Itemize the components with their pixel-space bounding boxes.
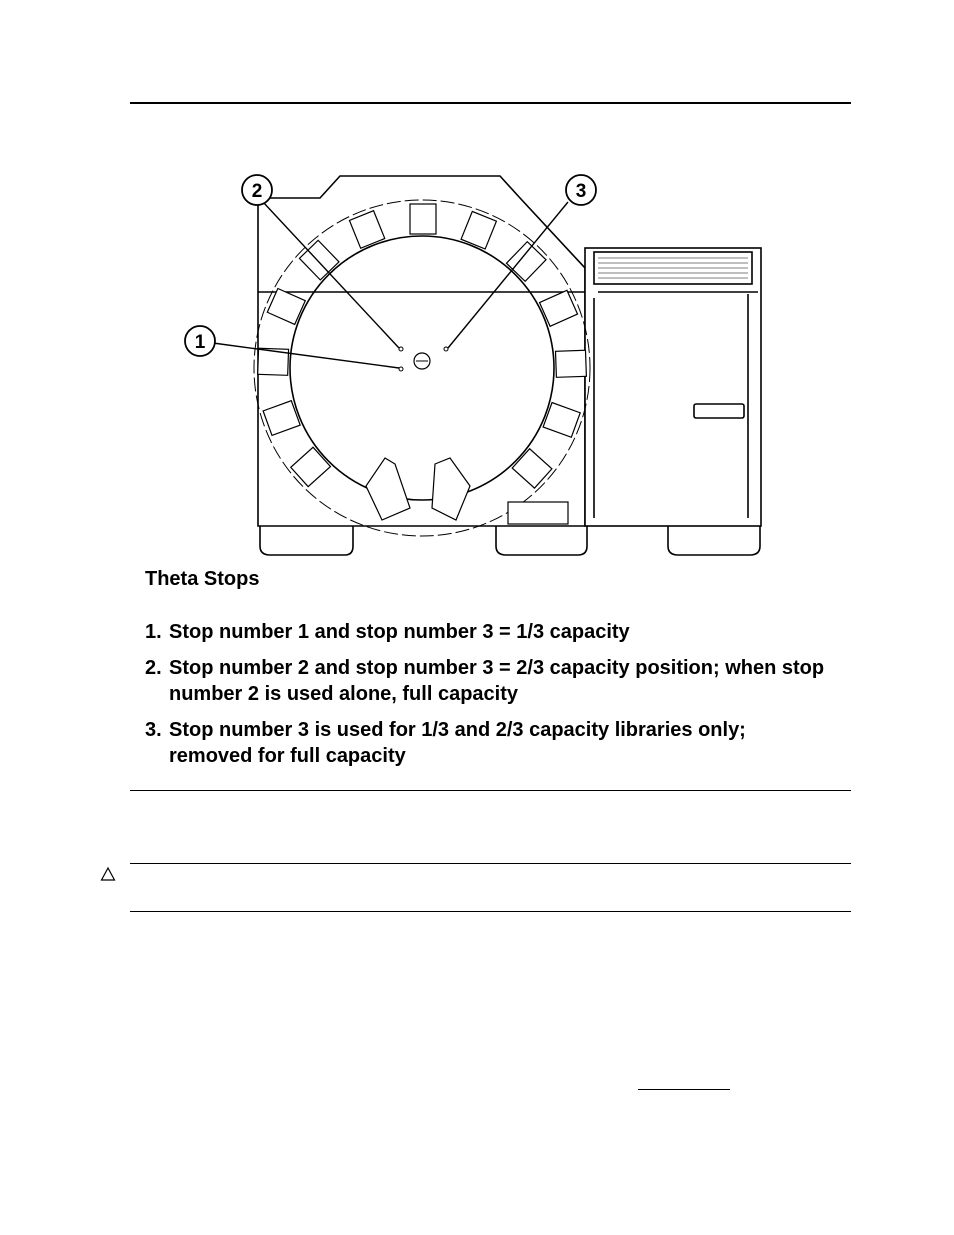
right-foot <box>668 526 760 555</box>
caption-item <box>145 619 825 645</box>
figure-caption <box>145 568 825 779</box>
caption-item-number: 3. <box>145 719 162 741</box>
caption-item-number: 1. <box>145 621 162 643</box>
caption-item-text: Stop number 2 and stop number 3 = 2/3 capacity position; when stop number 2 is used alone, full capacity <box>169 657 825 705</box>
callout-1-label: 1 <box>194 332 206 353</box>
callout-3-label: 3 <box>575 181 587 202</box>
callout-2-label: 2 <box>251 181 263 202</box>
caption-item-text: Stop number 3 is used for 1/3 and 2/3 capacity libraries only; removed for full capacity <box>169 719 746 767</box>
left-foot <box>260 526 353 555</box>
caption-item <box>145 717 825 769</box>
callout-1 <box>185 326 215 356</box>
caption-item <box>145 655 825 707</box>
right-cabinet <box>585 248 761 526</box>
hyperlink-underline[interactable] <box>638 1089 730 1090</box>
caption-item-number: 2. <box>145 657 162 679</box>
callout-2 <box>242 175 272 205</box>
caution-rule-top <box>130 863 851 864</box>
theta-stops-diagram <box>170 168 790 563</box>
caption-title: Theta Stops <box>145 568 260 590</box>
header-rule <box>130 102 851 104</box>
caption-item-text: Stop number 1 and stop number 3 = 1/3 capacity <box>169 621 630 643</box>
caution-triangle-icon <box>100 866 116 882</box>
middle-foot <box>496 526 587 555</box>
section-rule <box>130 790 851 791</box>
caution-rule-bottom <box>130 911 851 912</box>
callout-3 <box>566 175 596 205</box>
